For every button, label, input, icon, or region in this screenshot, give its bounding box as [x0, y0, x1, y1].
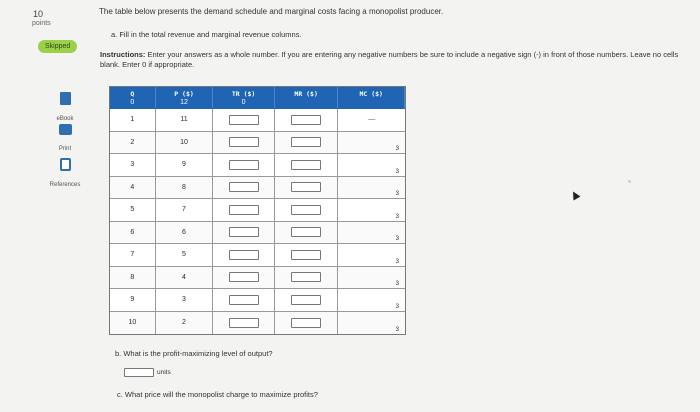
cell-q [110, 109, 156, 131]
header-mr-label: MR ($) [294, 89, 318, 98]
question-sidebar [0, 0, 95, 412]
first-row-q: 0 [130, 98, 135, 106]
ebook-label: eBook [56, 116, 74, 122]
q-value: 2 [130, 138, 135, 146]
first-row-tr: 0 [241, 98, 246, 106]
instructions-text: Enter your answers as a whole number. If you are entering any negative numbers be sure to include a negative sign (-) in front of those numbers. Leave no cells blank. Enter 0 if appropriate. [100, 50, 679, 69]
q-value: 6 [130, 228, 135, 236]
cell-mc [338, 312, 405, 335]
p-value: 7 [182, 206, 186, 214]
cell-p [156, 154, 214, 176]
p-value: 5 [182, 251, 186, 259]
demand-schedule-table [109, 86, 406, 335]
instructions-label: Instructions: [100, 50, 146, 59]
header-tr [213, 87, 275, 108]
tr-input[interactable] [229, 227, 259, 237]
units-label: units [157, 369, 171, 376]
p-value: 10 [180, 138, 188, 146]
mc-value: 3 [395, 236, 399, 242]
table-row [110, 154, 405, 177]
mr-input[interactable] [291, 137, 321, 147]
cell-tr [213, 109, 275, 131]
mr-input[interactable] [291, 272, 321, 282]
cell-mc [338, 222, 405, 244]
cell-q [110, 154, 156, 176]
cell-tr [213, 177, 275, 199]
cell-q [110, 199, 156, 221]
cell-tr [213, 132, 275, 154]
mr-input[interactable] [291, 205, 321, 215]
cell-p [156, 244, 214, 266]
cell-tr [213, 244, 275, 266]
cell-mr [275, 289, 339, 311]
p-value: 8 [182, 183, 186, 191]
mr-input[interactable] [291, 115, 321, 125]
cell-tr [213, 289, 275, 311]
question-intro: The table below presents the demand schedule and marginal costs facing a monopolist producer. [99, 7, 444, 16]
book-icon [60, 92, 71, 105]
cell-p [156, 199, 214, 221]
ebook-button[interactable] [40, 92, 90, 125]
mr-input[interactable] [291, 295, 321, 305]
p-value: 3 [182, 296, 186, 304]
cell-mr [275, 244, 339, 266]
q-value: 4 [130, 183, 135, 191]
mc-value: 3 [395, 303, 399, 310]
header-p [156, 87, 214, 108]
mr-input[interactable] [291, 318, 321, 328]
points-value: 10 [33, 9, 44, 19]
mr-input[interactable] [291, 182, 321, 192]
cell-p [156, 222, 214, 244]
cell-mc [338, 289, 405, 311]
tr-input[interactable] [229, 318, 259, 328]
p-value: 11 [180, 116, 188, 124]
print-button[interactable] [40, 124, 90, 155]
cell-mr [275, 177, 339, 199]
table-row [110, 199, 405, 222]
mc-value: 3 [395, 168, 399, 175]
cell-tr [213, 267, 275, 289]
header-q [110, 87, 156, 108]
tr-input[interactable] [229, 295, 259, 305]
cell-mr [275, 154, 339, 176]
cell-mc [338, 109, 405, 131]
cell-p [156, 109, 214, 131]
p-value: 2 [182, 319, 186, 327]
cell-p [156, 177, 214, 199]
tr-input[interactable] [229, 115, 259, 125]
tr-input[interactable] [229, 272, 259, 282]
cell-mr [275, 222, 339, 244]
q-value: 1 [130, 116, 135, 124]
tr-input[interactable] [229, 160, 259, 170]
first-row-p: 12 [180, 98, 188, 106]
cell-mr [275, 199, 339, 221]
p-value: 6 [182, 228, 186, 236]
stray-dot [628, 180, 631, 183]
table-row [110, 109, 405, 132]
cell-p [156, 312, 214, 335]
cell-mr [275, 312, 339, 335]
mouse-cursor-icon [570, 190, 581, 201]
mc-value: 3 [395, 258, 399, 265]
cell-q [110, 132, 156, 154]
q-value: 5 [130, 206, 135, 214]
part-b-prompt: b. What is the profit-maximizing level of output? [115, 349, 273, 358]
mr-input[interactable] [291, 227, 321, 237]
q-value: 8 [130, 273, 135, 281]
mc-value: 3 [395, 281, 399, 287]
output-answer-row [124, 368, 171, 377]
cell-q [110, 244, 156, 266]
p-value: 4 [182, 273, 186, 281]
cell-tr [213, 312, 275, 335]
q-value: 10 [128, 319, 137, 327]
cell-mc [338, 267, 405, 289]
q-value: 7 [130, 251, 135, 259]
table-row [110, 244, 405, 267]
mc-value: 3 [395, 213, 399, 220]
points-label: points [32, 20, 51, 27]
table-row [110, 312, 405, 335]
cell-mc [338, 244, 405, 266]
cell-p [156, 267, 214, 289]
header-mc-label: MC ($) [359, 89, 383, 98]
cell-q [110, 222, 156, 244]
cell-mc [338, 177, 405, 199]
cell-mc [338, 154, 405, 176]
cell-tr [213, 199, 275, 221]
part-c-prompt: c. What price will the monopolist charge to maximize profits? [117, 390, 318, 399]
cell-q [110, 177, 156, 199]
print-label: Print [58, 146, 72, 152]
printer-icon [59, 124, 72, 135]
header-p-label: P ($) [174, 89, 194, 98]
cell-tr [213, 222, 275, 244]
table-row [110, 289, 405, 312]
table-header-row [110, 87, 405, 109]
table-body [110, 109, 405, 334]
output-input[interactable] [124, 368, 154, 377]
instructions [100, 50, 690, 70]
header-tr-label: TR ($) [231, 89, 256, 98]
p-value: 9 [182, 161, 186, 169]
mr-input[interactable] [291, 250, 321, 260]
cell-p [156, 132, 214, 154]
cell-mr [275, 109, 339, 131]
references-label: References [49, 182, 81, 188]
cell-p [156, 289, 214, 311]
cell-mc [338, 132, 405, 154]
cell-q [110, 267, 156, 289]
q-value: 9 [130, 296, 135, 304]
header-mr [275, 87, 339, 108]
mc-value: 3 [395, 327, 399, 333]
mc-value: 3 [395, 191, 399, 197]
mc-value: — [368, 116, 376, 124]
table-row [110, 267, 405, 290]
table-row [110, 132, 405, 155]
table-row [110, 222, 405, 245]
header-mc [338, 87, 405, 108]
references-icon [60, 158, 71, 171]
status-badge: Skipped [38, 40, 77, 53]
tr-input[interactable] [229, 182, 259, 192]
cell-tr [213, 154, 275, 176]
tr-input[interactable] [229, 250, 259, 260]
mr-input[interactable] [291, 160, 321, 170]
cell-q [110, 289, 156, 311]
references-button[interactable] [40, 158, 90, 191]
table-row [110, 177, 405, 200]
tr-input[interactable] [229, 137, 259, 147]
header-q-label: Q [130, 89, 135, 98]
tr-input[interactable] [229, 205, 259, 215]
mc-value: 3 [395, 146, 399, 152]
cell-mc [338, 199, 405, 221]
part-a-prompt: a. Fill in the total revenue and marginal revenue columns. [111, 30, 302, 39]
cell-q [110, 312, 156, 335]
cell-mr [275, 267, 339, 289]
q-value: 3 [130, 161, 135, 169]
cell-mr [275, 132, 339, 154]
